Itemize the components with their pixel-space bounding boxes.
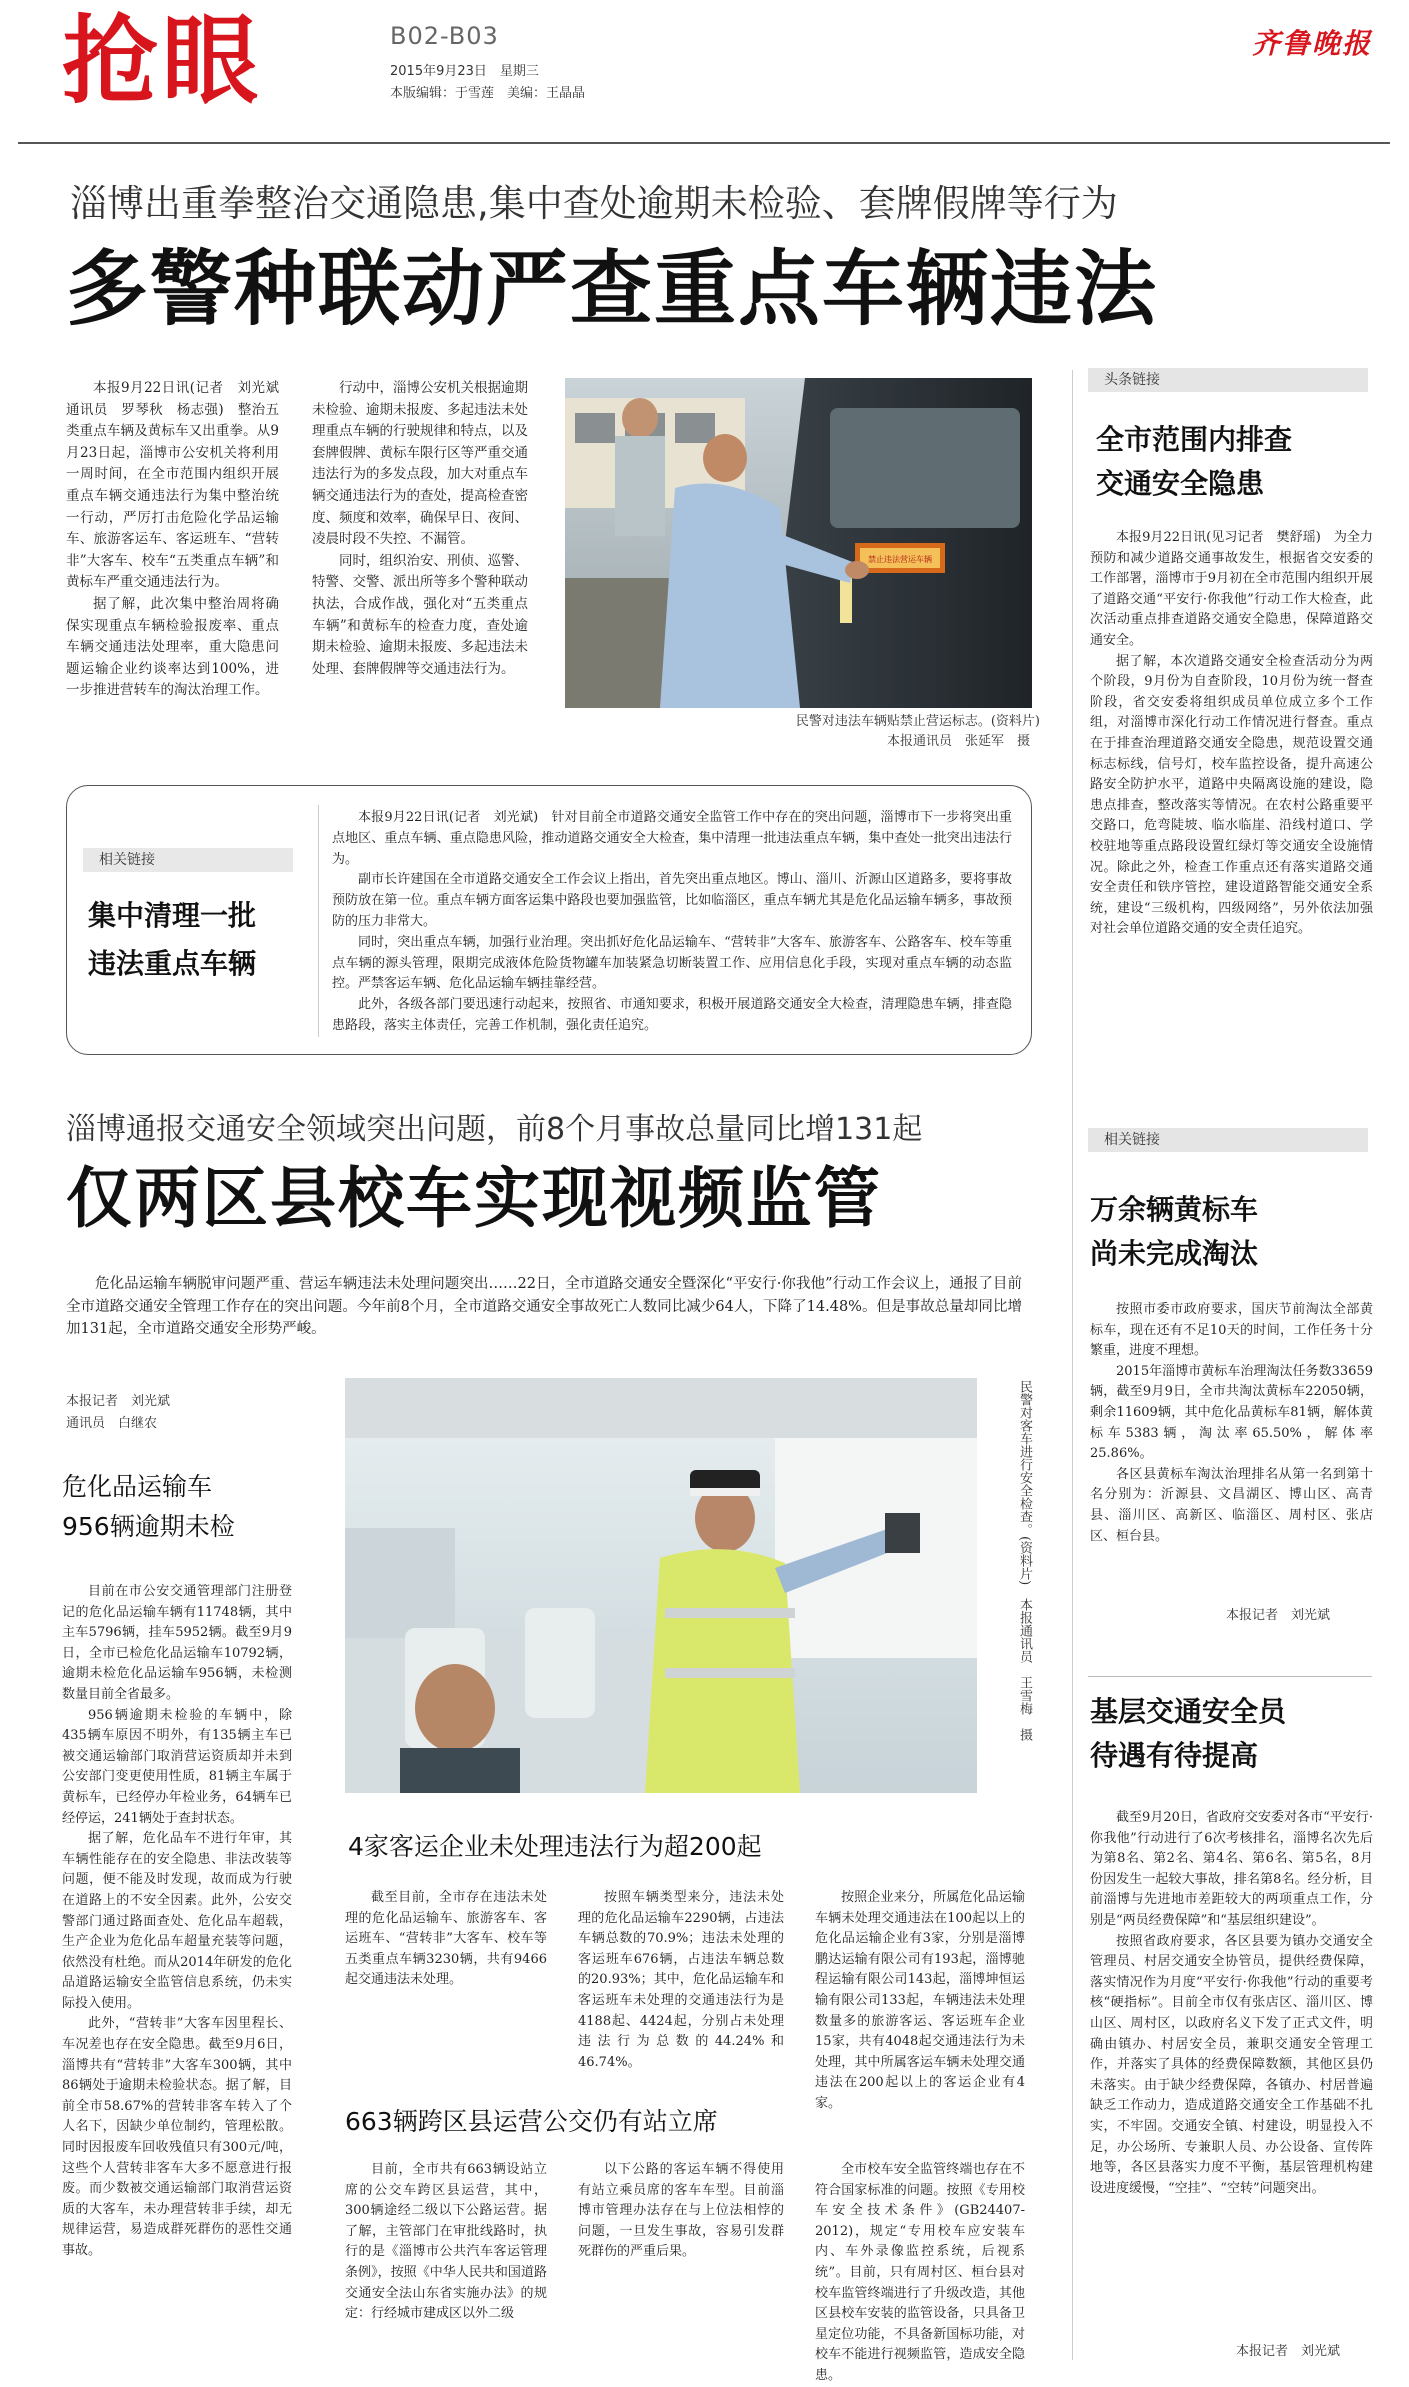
sub3-col-3 (815, 2160, 1025, 2383)
sub3-col-2 (578, 2160, 784, 2365)
right-story-3-text (1090, 1808, 1373, 2338)
sub3-col-1 (345, 2160, 547, 2365)
sub3-col-1-text: 目前，全市共有663辆设站立席的公交车跨区县运营，其中，300辆途经二级以下公路运营。据了解，主管部门在审批线路时，执行的是《淄博市公共汽车客运管理条例》，按照《中华人民共和国道路交通安全法山东省实施办法》的规定：行经城市建成区以外二级 (345, 2162, 547, 2322)
sub2-col-1 (345, 1888, 547, 2093)
sub2-col-3-text: 按照企业来分，所属危化品运输车辆未处理交通违法在100起以上的危化品运输企业有3家，分别是淄博鹏达运输有限公司有193起，淄博驰程运输有限公司143起，淄博坤恒运输有限公司133起，车辆违法未处理数量多的旅游客运、客运班车企业15家，共有4048起交通违法行为未处理，其中所属客运车辆未处理交通违法在200起以上的客运企业有4家。 (815, 1890, 1025, 2111)
paper-logo: 齐鲁晚报 (1252, 27, 1373, 60)
lead-col-2 (312, 378, 528, 758)
right-story-2-p3: 各区县黄标车淘汰治理排名从第一名到第十名分别为：沂源县、文昌湖区、博山区、高青县、淄川区、高新区、临淄区、周村区、张店区、桓台县。 (1090, 1466, 1373, 1544)
right-story-2-title-2: 尚未完成淘汰 (1090, 1237, 1259, 1270)
sub2-col-2-text: 按照车辆类型来分，违法未处理的危化品运输车2290辆，占违法车辆总数的70.9%；违法未处理的客运班车676辆，占违法车辆总数的20.93%；其中，危化品运输车和客运班车未处理的交通违法行为是4188起、4424起，分别占未处理违法行为总数的44.24%和46.74%。 (578, 1890, 784, 2070)
right-story-1-text (1090, 528, 1373, 1083)
second-kicker: 淄博通报交通安全领域突出问题，前8个月事故总量同比增131起 (66, 1112, 923, 1147)
right-tag-1: 头条链接 (1088, 368, 1368, 392)
section-title: 抢眼 (62, 5, 262, 117)
related-box-p3: 同时，突出重点车辆，加强行业治理。突出抓好危化品运输车、“营转非”大客车、旅游客车、公路客车、校车等重点车辆的源头管理，限期完成液体危险货物罐车加装紧急切断装置工作、应用信息化手段，实现对重点车辆的动态监控。严禁客运车辆、危化品运输车辆挂靠经营。 (332, 934, 1012, 992)
page-code: B02-B03 (390, 22, 499, 50)
lead-col-1 (66, 378, 293, 758)
second-byline-1: 本报记者 刘光斌 (66, 1394, 171, 1409)
lead-headline: 多警种联动严查重点车辆违法 (66, 242, 1159, 337)
right-story-2-p2: 2015年淄博市黄标车治理淘汰任务数33659辆，截至9月9日，全市共淘汰黄标车22050辆，剩余11609辆，其中危化品黄标车81辆，解体黄标车5383辆，淘汰率65.50%，解体率25.86%。 (1090, 1363, 1373, 1462)
lead-kicker: 淄博出重拳整治交通隐患,集中查处逾期未检验、套牌假牌等行为 (70, 182, 1118, 225)
right-story-3-p2: 按照省政府要求，各区县要为镇办交通安全管理员、村居交通安全协管员，提供经费保障，落实情况作为月度“平安行·你我他”行动的重要考核“硬指标”。目前全市仅有张店区、淄川区、博山区、周村区，以政府名义下发了正式文件，明确由镇办、村居安全员，兼职交通安全管理工作，并落实了具体的经费保障数额，其他区县仍未落实。由于缺少经费保障，各镇办、村居普遍缺乏工作动力，造成道路交通安全工作基础不扎实，不牢固。交通安全镇、村建设，明显投入不足，办公场所、专兼职人员、办公设备、宣传阵地等，各区县落实力度不平衡，基层管理机构建设进度缓慢，“空挂”、“空转”问题突出。 (1090, 1933, 1373, 2196)
date-line: 2015年9月23日 星期三 (390, 64, 539, 79)
right-column-divider (1072, 370, 1073, 2360)
sub3-title: 663辆跨区县运营公交仍有站立席 (345, 2107, 718, 2136)
right-story-1-title-2: 交通安全隐患 (1096, 467, 1265, 500)
second-intro-text: 危化品运输车辆脱审问题严重、营运车辆违法未处理问题突出……22日，全市道路交通安全暨深化“平安行·你我他”行动工作会议上，通报了目前全市道路交通安全管理工作存在的突出问题。今年前8个月，全市道路交通安全事故死亡人数同比减少64人，下降了14.48%。但是事故总量却同比增加131起，全市道路交通安全形势严峻。 (66, 1276, 1022, 1337)
related-box-p2: 副市长许建国在全市道路交通安全工作会议上指出，首先突出重点地区。博山、淄川、沂源山区道路多，要将事故预防放在第一位。重点车辆方面客运集中路段也要加强监管，比如临淄区，重点车辆尤其是危化品运输车辆多，事故预防的压力非常大。 (332, 872, 1012, 929)
right-story-3-byline: 本报记者 刘光斌 (1235, 2344, 1340, 2359)
lead-col-2-p1: 行动中，淄博公安机关根据逾期未检验、逾期未报废、多起违法未处理重点车辆的行驶规律和特点，以及套牌假牌、黄标车限行区等严重交通违法行为的多发点段，加大对重点车辆交通违法行为的查处，提高检查密度、频度和效率，确保早日、夜间、凌晨时段不失控、不漏管。 (312, 380, 528, 548)
lead-col-1-p2: 据了解，此次集中整治周将确保实现重点车辆检验报废率、重点车辆交通违法处理率，重大隐患问题运输企业约谈率达到100%，进一步推进营转车的淘汰治理工作。 (66, 595, 279, 699)
sticker-text: 禁止违法营运车辆 (868, 555, 932, 564)
masthead-rule (18, 142, 1390, 144)
right-story-1-p1: 本报9月22日讯(见习记者 樊舒瑶) 为全力预防和减少道路交通事故发生，根据省交安委的工作部署，淄博市于9月初在全市范围内组织开展了道路交通“平安行·你我他”行动工作大检查，此次活动重点排查道路交通安全隐患，保障道路交通安全。 (1090, 530, 1373, 648)
lead-col-1-p1: 本报9月22日讯(记者 刘光斌 通讯员 罗琴秋 杨志强) 整治五类重点车辆及黄标车又出重拳。从9月23日起，淄博市公安机关将利用一周时间，在全市范围内组织开展重点车辆交通违法行为集中整治统一行动，严厉打击危险化学品运输车、旅游客运车、客运班车、“营转非”大客车、校车“五类重点车辆”和黄标车严重交通违法行为。 (66, 380, 293, 591)
editor-line: 本版编辑：于雪莲 美编：王晶晶 (390, 86, 586, 101)
related-box-title-2: 违法重点车辆 (88, 947, 257, 980)
masthead (0, 0, 1409, 140)
sub2-col-2 (578, 1888, 784, 2093)
related-box-p1: 本报9月22日讯(记者 刘光斌) 针对目前全市道路交通安全监管工作中存在的突出问题，淄博市下一步将突出重点地区、重点车辆、重点隐患风险，推动道路交通安全大检查，集中清理一批违法重点车辆，集中查处一批突出违法行为。 (332, 810, 1012, 867)
right-story-3-p1: 截至9月20日，省政府交安委对各市“平安行·你我他”行动进行了6次考核排名，淄博名次先后为第8名、第2名、第4名、第6名、第5名，8月份因发生一起较大事故，排名第8名。经分析，目前淄博与先进地市差距较大的两项重点工作，分别是“两员经费保障”和“基层组织建设”。 (1090, 1810, 1373, 1928)
sub3-col-3-text: 全市校车安全监管终端也存在不符合国家标准的问题。按照《专用校车安全技术条件》(GB24407-2012)，规定“专用校车应安装车内、车外录像监控系统，后视系统”。目前，只有周村区、桓台县对校车监管终端进行了升级改造，其他区县校车安装的监管设备，只具备卫星定位功能，不具备新国标功能，对校车不能进行视频监管，造成安全隐患。 (815, 2162, 1025, 2383)
sub2-col-1-text: 截至目前，全市存在违法未处理的危化品运输车、旅游客车、客运班车、“营转非”大客车、校车等五类重点车辆3230辆，共有9466起交通违法未处理。 (345, 1890, 547, 1988)
lead-photo-caption-2: 本报通讯员 张延军 摄 (886, 734, 1030, 749)
related-box-divider (318, 805, 319, 1037)
right-story-2-p1: 按照市委市政府要求，国庆节前淘汰全部黄标车，现在还有不足10天的时间，工作任务十分繁重，进度不理想。 (1090, 1302, 1373, 1359)
sub2-title: 4家客运企业未处理违法行为超200起 (348, 1832, 762, 1861)
lead-col-2-p2: 同时，组织治安、刑侦、巡警、特警、交警、派出所等多个警种联动执法，合成作战，强化对“五类重点车辆”和黄标车的检查力度，查处逾期未检验、逾期未报废、多起违法未处理、套牌假牌等交通违法行为。 (312, 552, 528, 677)
sub1-p4: 此外，“营转非”大客车因里程长、车况差也存在安全隐患。截至9月6日，淄博共有“营转非”大客车300辆，其中86辆处于逾期未检验状态。据了解，目前全市58.67%的营转非客车转入了个人名下，因缺少单位制约，管理松散。同时因报废车回收残值只有300元/吨，这些个人营转非客车大多不愿意进行报废。而少数被交通运输部门取消营运资质的大客车，未办理营转非手续，却无规律运营，易造成群死群伤的恶性交通事故。 (62, 2016, 292, 2258)
right-story-1-p2: 据了解，本次道路交通安全检查活动分为两个阶段，9月份为自查阶段，10月份为统一督查阶段，省交安委将组织成员单位成立多个工作组，对淄博市深化行动工作情况进行督查。重点在于排查治理道路交通安全隐患，规范设置交通标志标线，信号灯，校车监控设备，提升高速公路安全防护水平，道路中央隔离设施的建设，隐患点排查，整改落实等情况。在农村公路重要平交路口，危弯陡坡、临水临崖、沿线村道口、学校驻地等重点路段设置红绿灯等交通安全设施情况。除此之外，检查工作重点还有落实道路交通安全责任和铁序管控，建设道路智能交通安全系统，建设“三级机构，四级网络”，另外依法加强对社会单位道路交通的安全责任追究。 (1090, 653, 1373, 937)
right-story-2-title-1: 万余辆黄标车 (1090, 1193, 1259, 1226)
sub1-title-1: 危化品运输车 (62, 1472, 213, 1501)
second-photo-caption: 民警对客车进行安全检查。(资料片) 本报通讯员 王雪梅 摄 (1017, 1380, 1032, 1742)
right-story-1-title-1: 全市范围内排查 (1096, 423, 1293, 456)
second-byline-2: 通讯员 白继农 (66, 1416, 158, 1431)
right-story-3-rule (1088, 1676, 1372, 1677)
second-photo-illustration (345, 1378, 977, 1793)
second-intro (66, 1273, 1022, 1345)
lead-photo-illustration (565, 378, 1032, 708)
second-headline: 仅两区县校车实现视频监管 (66, 1160, 882, 1237)
related-box-p4: 此外，各级各部门要迅速行动起来，按照省、市通知要求，积极开展道路交通安全大检查，清理隐患车辆，排查隐患路段，落实主体责任，完善工作机制，强化责任追究。 (332, 997, 1012, 1033)
sub1-title-2: 956辆逾期未检 (62, 1512, 235, 1541)
right-story-2-byline: 本报记者 刘光斌 (1225, 1608, 1330, 1623)
right-story-3-title-1: 基层交通安全员 (1090, 1695, 1287, 1728)
related-box-tag: 相关链接 (83, 848, 293, 872)
sub1-p3: 据了解，危化品车不进行年审，其车辆性能存在的安全隐患、非法改装等问题，便不能及时发现，故而成为行驶在道路上的不安全因素。此外，公安交警部门通过路面查处、危化品车超载，生产企业为危化品车超量充装等问题，依然没有杜绝。而从2014年研发的危化品道路运输安全监管信息系统，仍未实际投入使用。 (62, 1831, 292, 2011)
right-tag-2: 相关链接 (1088, 1128, 1368, 1152)
lead-photo-caption-1: 民警对违法车辆贴禁止营运标志。(资料片) (795, 714, 1040, 729)
sub1-text (62, 1582, 292, 2352)
related-box-title-1: 集中清理一批 (88, 899, 257, 932)
sub2-col-3 (815, 1888, 1025, 2111)
related-box-text (332, 808, 1012, 1042)
right-story-3-title-2: 待遇有待提高 (1090, 1739, 1259, 1772)
second-photo (345, 1378, 977, 1793)
lead-photo (565, 378, 1032, 708)
sub1-p2: 956辆逾期未检验的车辆中，除435辆车原因不明外，有135辆主车已被交通运输部门取消营运资质却并未到公安部门变更使用性质，81辆主车属于黄标车，已经停办年检业务，64辆车已经停运，241辆处于查封状态。 (62, 1707, 292, 1826)
right-story-2-text (1090, 1300, 1373, 1598)
sub3-col-2-text: 以下公路的客运车辆不得使用有站立乘员席的客车车型。目前淄博市管理办法存在与上位法相悖的问题，一旦发生事故，容易引发群死群伤的严重后果。 (578, 2162, 784, 2260)
sub1-p1: 目前在市公安交通管理部门注册登记的危化品运输车辆有11748辆，其中主车5796辆，挂车5952辆。截至9月9日，全市已检危化品运输车10792辆，逾期未检危化品运输车956辆，未检测数量目前全省最多。 (62, 1584, 292, 1702)
